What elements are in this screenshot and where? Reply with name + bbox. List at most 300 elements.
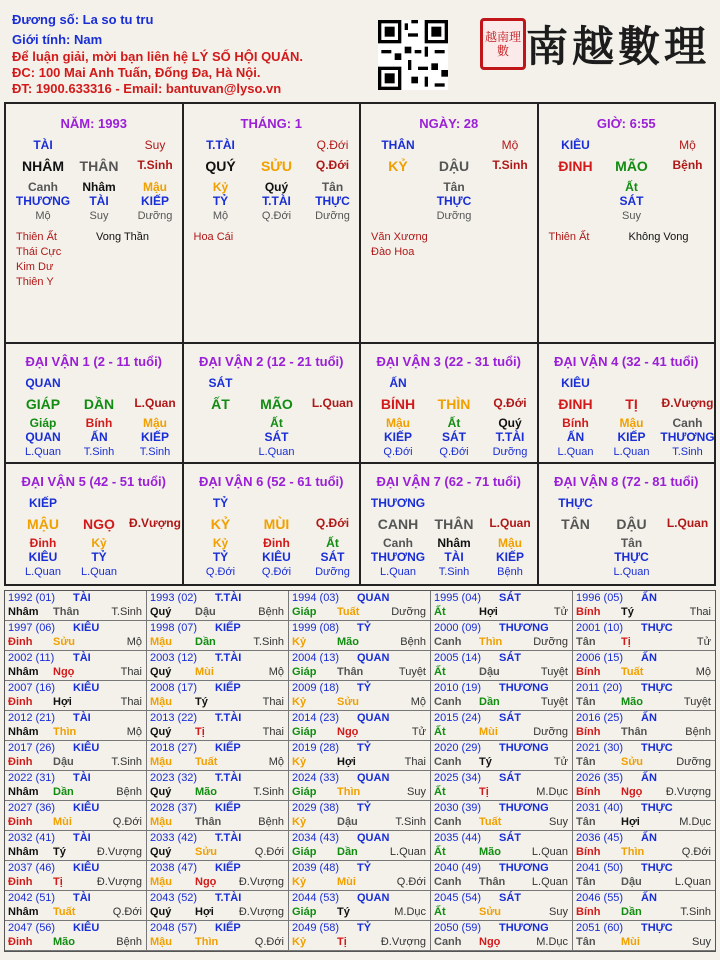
year-cell <box>573 741 715 771</box>
dai-van-can-1: BÍNH <box>380 396 416 412</box>
year-label: 2020 (29) <box>434 742 482 754</box>
year-branch: Tuất <box>195 756 218 768</box>
year-state: Suy <box>407 786 426 798</box>
year-god: QUAN <box>357 772 390 784</box>
pillar-stars-left <box>16 230 61 290</box>
year-god: THỰC <box>641 682 673 694</box>
year-god: THƯƠNG <box>499 862 549 874</box>
pillar-gods-3: THỰC <box>315 194 350 208</box>
dai-van-hidden-2: Ất <box>447 416 461 430</box>
dai-van-body <box>369 464 541 584</box>
year-cell <box>289 861 431 891</box>
year-god: ẤN <box>641 832 657 844</box>
year-branch: Hợi <box>479 606 498 618</box>
year-state: Q.Đới <box>396 876 426 888</box>
dai-van-can-1: KỶ <box>210 516 231 532</box>
seal-text: 越南理數 <box>484 30 521 58</box>
year-stem: Bính <box>576 846 601 858</box>
year-label: 2025 (34) <box>434 772 482 784</box>
pillar-can-3: Q.Đới <box>315 158 350 172</box>
year-stem: Giáp <box>292 846 317 858</box>
brand-logo: 南越數理 <box>526 22 711 71</box>
year-god: QUAN <box>357 592 390 604</box>
year-state: Mộ <box>126 636 142 648</box>
dai-van-god: THỰC <box>558 496 593 510</box>
year-cell <box>147 771 289 801</box>
year-label: 2034 (43) <box>292 832 340 844</box>
year-cell <box>573 921 715 951</box>
year-label: 2000 (09) <box>434 622 482 634</box>
star-item: Vong Thần <box>96 231 150 243</box>
year-cell <box>289 741 431 771</box>
year-branch: Sửu <box>195 846 218 858</box>
dai-van-can-2: DẬU <box>616 516 647 532</box>
dai-van-states-3: T.Sinh <box>139 446 171 458</box>
pillar-top-3: Suy <box>144 138 166 152</box>
pillar-gods-2: TÀI <box>89 194 109 208</box>
year-branch: Tý <box>479 756 492 768</box>
dai-van-row-1 <box>6 344 714 464</box>
dai-van-states-1: Q.Đới <box>205 566 236 578</box>
year-branch: Sửu <box>479 906 502 918</box>
dai-van-can-2: TỊ <box>625 396 638 412</box>
year-god: KIÊU <box>73 802 100 814</box>
year-branch: Dần <box>195 636 216 648</box>
year-god: KIẾP <box>215 802 241 814</box>
pillar-gods-3: KIẾP <box>140 194 169 208</box>
year-stem: Kỷ <box>292 876 307 888</box>
dai-van-title: ĐẠI VẬN 8 (72 - 81 tuổi) <box>554 474 699 489</box>
year-state: Bệnh <box>400 636 426 648</box>
year-god: TÀI <box>73 832 91 844</box>
year-state: Tuyệt <box>683 696 711 708</box>
dai-van-can-3: L.Quan <box>134 396 176 410</box>
year-god: TỶ <box>357 682 372 694</box>
year-branch: Tý <box>53 846 66 858</box>
pillar-gods-1: THƯƠNG <box>15 194 71 208</box>
dai-van-states-1: L.Quan <box>379 566 417 578</box>
dai-van-states-1: L.Quan <box>24 566 62 578</box>
year-branch: Mão <box>53 936 75 948</box>
dai-van-title: ĐẠI VẬN 7 (62 - 71 tuổi) <box>376 474 521 489</box>
year-label: 2032 (41) <box>8 832 56 844</box>
star-item: Thiên Ất <box>548 231 590 243</box>
year-cell <box>289 711 431 741</box>
dai-van-5 <box>6 464 184 584</box>
year-god: ẤN <box>641 892 657 904</box>
pillar-top-1: KIÊU <box>561 138 590 152</box>
year-stem: Kỷ <box>292 936 307 948</box>
year-stem: Kỷ <box>292 816 307 828</box>
year-state: Thai <box>404 756 426 768</box>
dai-van-body <box>14 344 186 462</box>
year-state: Bệnh <box>258 606 284 618</box>
pillar-top-3: Mộ <box>679 138 696 152</box>
year-cell <box>5 681 147 711</box>
dai-van-can-2: MÙI <box>263 516 290 532</box>
year-state: T.Sinh <box>111 606 142 618</box>
dai-van-body <box>369 344 541 462</box>
year-branch: Hợi <box>53 696 72 708</box>
dai-van-states-3: Bệnh <box>497 566 523 578</box>
dai-van-gods-1: TỶ <box>212 550 229 564</box>
year-branch: Mùi <box>53 816 72 828</box>
year-label: 2022 (31) <box>8 772 56 784</box>
pillar-top-1: T.TÀI <box>206 138 235 152</box>
year-label: 2030 (39) <box>434 802 482 814</box>
year-label: 2033 (42) <box>150 832 198 844</box>
year-cell <box>289 591 431 621</box>
year-state: Đ.Vượng <box>238 906 284 918</box>
star-item: Kim Dư <box>16 261 54 273</box>
year-stem: Mậu <box>150 756 172 768</box>
dai-van-hidden-2: Đinh <box>263 536 290 550</box>
year-branch: Tý <box>337 906 350 918</box>
dai-van-can-1: ĐINH <box>558 396 593 412</box>
dai-van-hidden-1: Bính <box>562 416 589 430</box>
year-cell <box>431 921 573 951</box>
year-label: 2027 (36) <box>8 802 56 814</box>
dai-van-states-1: L.Quan <box>24 446 62 458</box>
year-label: 2038 (47) <box>150 862 198 874</box>
year-stem: Canh <box>434 816 462 828</box>
year-state: Mộ <box>268 756 284 768</box>
year-god: THƯƠNG <box>499 802 549 814</box>
dai-van-hidden-2: Tân <box>620 536 643 550</box>
year-label: 2051 (60) <box>576 922 624 934</box>
year-state: Tử <box>553 756 568 768</box>
year-state: L.Quan <box>531 876 568 888</box>
year-stem: Bính <box>576 666 601 678</box>
year-label: 2031 (40) <box>576 802 624 814</box>
year-label: 2011 (20) <box>576 682 623 694</box>
year-branch: Tuất <box>337 606 360 618</box>
dai-van-can-3: L.Quan <box>666 516 709 530</box>
year-label: 2024 (33) <box>292 772 340 784</box>
dai-van-gods-3: KIẾP <box>495 550 524 564</box>
dai-van-can-2: NGỌ <box>83 516 115 532</box>
pillar-hidden-2: Nhâm <box>82 180 116 194</box>
year-cell <box>289 681 431 711</box>
pillar-states-1: Mộ <box>212 210 229 222</box>
year-stem: Đinh <box>8 816 33 828</box>
dai-van-states-2: L.Quan <box>80 566 118 578</box>
dai-van-6 <box>184 464 362 584</box>
year-branch: Sửu <box>53 636 76 648</box>
dai-van-hidden-2: Kỷ <box>91 536 107 550</box>
dai-van-god: KIẾP <box>28 496 57 510</box>
year-god: THỰC <box>641 802 673 814</box>
year-state: Bệnh <box>116 786 142 798</box>
year-cell <box>573 711 715 741</box>
dai-van-hidden-2: Ất <box>270 416 283 430</box>
year-cell <box>5 711 147 741</box>
year-label: 2039 (48) <box>292 862 340 874</box>
year-label: 2009 (18) <box>292 682 340 694</box>
pillar-3 <box>361 104 539 342</box>
year-cell <box>573 681 715 711</box>
year-god: THỰC <box>641 742 673 754</box>
year-state: Đ.Vượng <box>96 846 142 858</box>
pillar-hidden-2: Tân <box>443 180 465 194</box>
star-item: Văn Xương <box>371 231 428 243</box>
year-cell <box>431 651 573 681</box>
year-label: 2005 (14) <box>434 652 482 664</box>
dai-van-states-2: Q.Đới <box>439 446 469 458</box>
year-branch: Ngọ <box>53 666 75 678</box>
pillar-top-3: Q.Đới <box>316 138 349 152</box>
dai-van-hidden-1: Canh <box>383 536 413 550</box>
year-god: KIÊU <box>73 862 100 874</box>
year-god: SÁT <box>499 712 521 724</box>
year-label: 2036 (45) <box>576 832 624 844</box>
year-state: Tuyệt <box>540 666 568 678</box>
year-god: TỶ <box>357 862 372 874</box>
year-branch: Dậu <box>53 756 74 768</box>
year-state: Mộ <box>126 726 142 738</box>
year-stem: Mậu <box>150 696 172 708</box>
year-state: Thai <box>262 696 284 708</box>
year-state: Mộ <box>410 696 426 708</box>
dai-van-gods-3: KIẾP <box>140 430 169 444</box>
dai-van-hidden-2: Mậu <box>619 416 644 430</box>
year-state: L.Quan <box>531 846 568 858</box>
year-cell <box>289 891 431 921</box>
year-label: 2042 (51) <box>8 892 56 904</box>
year-state: Mộ <box>268 666 284 678</box>
year-label: 2018 (27) <box>150 742 198 754</box>
year-god: T.TÀI <box>215 592 242 604</box>
year-cell <box>431 741 573 771</box>
year-state: Dưỡng <box>533 636 568 648</box>
year-label: 1993 (02) <box>150 592 198 604</box>
year-state: Dưỡng <box>676 756 711 768</box>
year-stem: Ất <box>434 666 446 678</box>
year-cell <box>573 891 715 921</box>
pillar-stars-left <box>549 230 590 245</box>
pillar-hidden-2: Quý <box>264 180 289 194</box>
year-god: TÀI <box>73 772 91 784</box>
year-god: QUAN <box>357 832 390 844</box>
year-stem: Quý <box>150 606 172 618</box>
pillar-can-2: THÂN <box>79 158 119 174</box>
year-stem: Đinh <box>8 696 33 708</box>
year-branch: Dậu <box>337 816 358 828</box>
year-state: Suy <box>692 936 711 948</box>
year-state: Tử <box>411 726 426 738</box>
year-stem: Kỷ <box>292 756 307 768</box>
year-state: M.Dục <box>679 816 711 828</box>
pillar-states-2: Suy <box>622 210 641 222</box>
year-god: THƯƠNG <box>499 622 549 634</box>
dai-van-gods-2: THỰC <box>614 550 649 564</box>
year-cell <box>147 681 289 711</box>
year-stem: Nhâm <box>8 846 39 858</box>
dai-van-god: TỶ <box>212 496 229 510</box>
dai-van-hidden-3: Mậu <box>498 536 522 550</box>
star-item: Hoa Cái <box>193 231 234 243</box>
dai-van-gods-1: KIÊU <box>28 550 58 564</box>
year-branch: Thân <box>53 606 80 618</box>
pillar-hidden-1: Canh <box>28 180 58 194</box>
pillar-hidden-2: Ất <box>625 180 638 194</box>
year-branch: Dần <box>479 696 500 708</box>
year-branch: Hợi <box>337 756 356 768</box>
dai-van-god: KIÊU <box>561 376 590 390</box>
dai-van-hidden-3: Quý <box>498 416 522 430</box>
header <box>0 0 720 100</box>
year-label: 2028 (37) <box>150 802 198 814</box>
dai-van-can-2: MÃO <box>260 396 293 412</box>
year-state: Đ.Vượng <box>380 936 426 948</box>
year-state: Đ.Vượng <box>665 786 711 798</box>
star-item: Đào Hoa <box>371 246 415 258</box>
year-branch: Dần <box>337 846 358 858</box>
dai-van-states-1: L.Quan <box>557 446 594 458</box>
year-stem: Đinh <box>8 936 33 948</box>
year-stem: Ất <box>434 906 446 918</box>
year-branch: Tị <box>479 786 489 798</box>
year-cell <box>431 771 573 801</box>
year-state: Q.Đới <box>254 936 284 948</box>
chart-grid <box>4 102 716 586</box>
year-stem: Ất <box>434 726 446 738</box>
year-stem: Giáp <box>292 666 317 678</box>
year-cell <box>147 831 289 861</box>
year-stem: Nhâm <box>8 906 39 918</box>
pillar-stars-left <box>371 230 428 260</box>
year-cell <box>573 831 715 861</box>
year-branch: Hợi <box>195 906 214 918</box>
year-stem: Quý <box>150 786 172 798</box>
year-god: QUAN <box>357 712 390 724</box>
dai-van-1 <box>6 344 184 462</box>
dai-van-gods-2: TỶ <box>91 550 107 564</box>
year-branch: Tị <box>621 636 631 648</box>
year-cell <box>573 801 715 831</box>
year-label: 2045 (54) <box>434 892 482 904</box>
year-state: Q.Đới <box>112 816 142 828</box>
phone-email-line: ĐT: 1900.633316 - Email: bantuvan@lyso.vn <box>12 81 282 96</box>
dai-van-gods-3: THƯƠNG <box>660 430 715 444</box>
dai-van-states-2: Q.Đới <box>261 566 292 578</box>
year-stem: Kỷ <box>292 696 307 708</box>
dai-van-hidden-2: Bính <box>85 416 113 430</box>
pillar-top-3: Mộ <box>501 138 519 152</box>
pillar-states-3: Dưỡng <box>137 210 173 222</box>
dai-van-gods-1: KIẾP <box>383 430 412 444</box>
year-branch: Tị <box>195 726 205 738</box>
year-stem: Giáp <box>292 786 317 798</box>
year-branch: Thìn <box>195 936 219 948</box>
year-god: KIẾP <box>215 742 241 754</box>
year-cell <box>147 711 289 741</box>
year-stem: Đinh <box>8 636 33 648</box>
year-god: KIẾP <box>215 922 241 934</box>
year-god: TÀI <box>73 592 91 604</box>
year-stem: Tân <box>576 876 596 888</box>
year-label: 2006 (15) <box>576 652 624 664</box>
year-cell <box>431 831 573 861</box>
year-cell <box>573 771 715 801</box>
year-god: QUAN <box>357 652 390 664</box>
year-stem: Đinh <box>8 756 33 768</box>
year-cell <box>147 861 289 891</box>
year-god: SÁT <box>499 592 521 604</box>
year-branch: Mùi <box>479 726 498 738</box>
year-cell <box>431 681 573 711</box>
year-god: THỰC <box>641 922 673 934</box>
year-god: THƯƠNG <box>499 682 549 694</box>
dai-van-states-2: T.Sinh <box>83 446 115 458</box>
year-label: 2035 (44) <box>434 832 482 844</box>
year-state: Tử <box>553 606 568 618</box>
dai-van-states-3: T.Sinh <box>672 446 703 458</box>
dai-van-gods-3: SÁT <box>320 550 345 564</box>
year-branch: Dậu <box>479 666 500 678</box>
year-label: 2002 (11) <box>8 652 55 664</box>
pillar-can-1: NHÂM <box>22 158 64 174</box>
year-cell <box>431 801 573 831</box>
year-god: T.TÀI <box>215 772 242 784</box>
year-label: 2049 (58) <box>292 922 340 934</box>
year-stem: Giáp <box>292 606 317 618</box>
dai-van-hidden-1: Kỷ <box>212 536 229 550</box>
dai-van-body <box>547 344 719 462</box>
dai-van-body <box>547 464 719 584</box>
pillar-1 <box>6 104 184 342</box>
year-branch: Mão <box>479 846 501 858</box>
year-stem: Canh <box>434 876 462 888</box>
year-state: Mộ <box>695 666 711 678</box>
star-item: Thiên Ất <box>16 231 57 243</box>
year-god: SÁT <box>499 832 521 844</box>
pillar-hidden-3: Tân <box>321 180 344 194</box>
year-state: M.Dục <box>394 906 426 918</box>
dai-van-8 <box>539 464 715 584</box>
star-item: Thiên Y <box>16 276 54 288</box>
dai-van-god: QUAN <box>25 376 61 390</box>
pillar-title: THÁNG: 1 <box>240 116 302 131</box>
year-cell <box>5 861 147 891</box>
pillar-can-2: SỬU <box>260 158 293 174</box>
year-god: THƯƠNG <box>499 922 549 934</box>
year-cell <box>147 621 289 651</box>
year-god: TỶ <box>357 802 372 814</box>
dai-van-gods-2: SÁT <box>264 430 289 444</box>
year-cell <box>573 651 715 681</box>
year-state: Thai <box>262 726 284 738</box>
year-god: ẤN <box>641 772 657 784</box>
dai-van-3 <box>361 344 539 462</box>
pillar-title: NGÀY: 28 <box>419 116 479 131</box>
dai-van-states-2: T.Sinh <box>438 566 470 578</box>
pillar-2 <box>184 104 362 342</box>
year-stem: Nhâm <box>8 786 39 798</box>
year-branch: Sửu <box>621 756 644 768</box>
year-stem: Nhâm <box>8 726 39 738</box>
year-branch: Tuất <box>53 906 76 918</box>
dai-van-can-3: Đ.Vượng <box>661 396 714 410</box>
year-stem: Quý <box>150 846 172 858</box>
owner-name: Đương số: La so tu tru <box>12 12 154 27</box>
pillar-can-1: ĐINH <box>558 158 593 174</box>
year-cell <box>147 591 289 621</box>
year-branch: Dần <box>621 906 642 918</box>
year-god: TỶ <box>357 622 372 634</box>
year-label: 2001 (10) <box>576 622 624 634</box>
pillar-body <box>192 104 364 342</box>
